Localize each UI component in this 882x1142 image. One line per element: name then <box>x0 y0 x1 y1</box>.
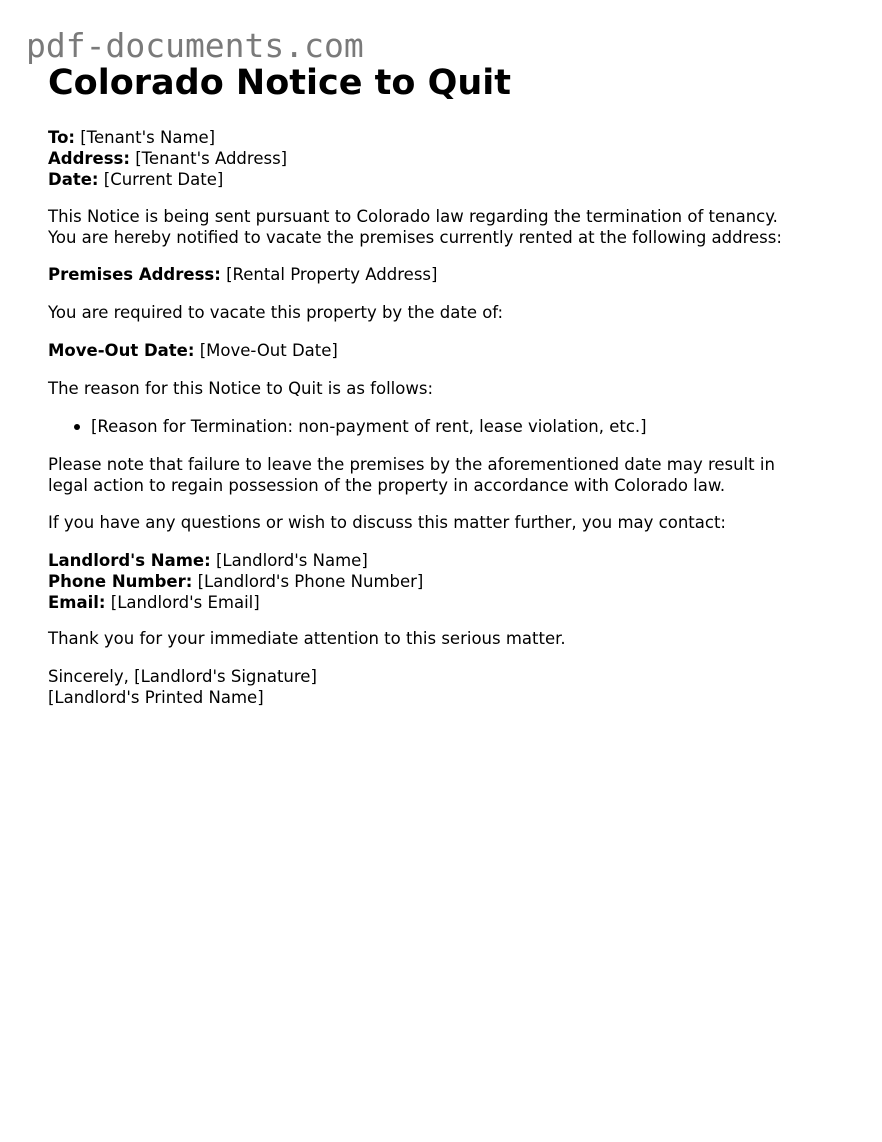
address-value: [Tenant's Address] <box>135 149 288 168</box>
closing-line-1: Sincerely, [Landlord's Signature] <box>48 667 317 686</box>
closing-block <box>48 666 317 708</box>
to-line <box>48 127 287 148</box>
move-out-line <box>48 340 338 361</box>
date-value: [Current Date] <box>103 170 224 189</box>
document-page <box>48 62 858 707</box>
intro-line-2: You are hereby notified to vacate the premises currently rented at the following address: <box>48 228 782 247</box>
reason-intro: The reason for this Notice to Quit is as follows: <box>48 379 434 398</box>
landlord-name-value: [Landlord's Name] <box>215 551 368 570</box>
premises-label: Premises Address: <box>48 265 221 284</box>
thanks-paragraph: Thank you for your immediate attention to this serious matter. <box>48 629 566 648</box>
email-value: [Landlord's Email] <box>110 593 260 612</box>
premises-value: [Rental Property Address] <box>226 265 438 284</box>
intro-paragraph <box>48 206 782 248</box>
move-out-label: Move-Out Date: <box>48 341 195 360</box>
list-item: [Reason for Termination: non-payment of rent, lease violation, etc.] <box>48 416 647 437</box>
intro-line-1: This Notice is being sent pursuant to Colorado law regarding the termination of tenancy. <box>48 207 778 226</box>
landlord-name-label: Landlord's Name: <box>48 551 211 570</box>
to-label: To: <box>48 128 75 147</box>
watermark: pdf-documents.com <box>26 26 364 65</box>
reason-list <box>48 416 647 437</box>
date-label: Date: <box>48 170 99 189</box>
premises-line <box>48 264 437 285</box>
phone-label: Phone Number: <box>48 572 193 591</box>
warning-line-1: Please note that failure to leave the premises by the aforementioned date may result in <box>48 455 775 474</box>
warning-paragraph <box>48 454 775 496</box>
address-line <box>48 148 287 169</box>
email-line <box>48 592 423 613</box>
phone-value: [Landlord's Phone Number] <box>197 572 424 591</box>
document-title: Colorado Notice to Quit <box>48 63 512 103</box>
move-out-value: [Move-Out Date] <box>199 341 338 360</box>
recipient-block <box>48 127 287 190</box>
landlord-name-line <box>48 550 423 571</box>
phone-line <box>48 571 423 592</box>
date-line <box>48 169 287 190</box>
vacate-paragraph: You are required to vacate this property by the date of: <box>48 303 504 322</box>
warning-line-2: legal action to regain possession of the property in accordance with Colorado law. <box>48 476 726 495</box>
address-label: Address: <box>48 149 130 168</box>
contact-intro: If you have any questions or wish to discuss this matter further, you may contact: <box>48 513 726 532</box>
closing-line-2: [Landlord's Printed Name] <box>48 688 264 707</box>
to-value: [Tenant's Name] <box>80 128 216 147</box>
landlord-block <box>48 550 423 613</box>
email-label: Email: <box>48 593 106 612</box>
